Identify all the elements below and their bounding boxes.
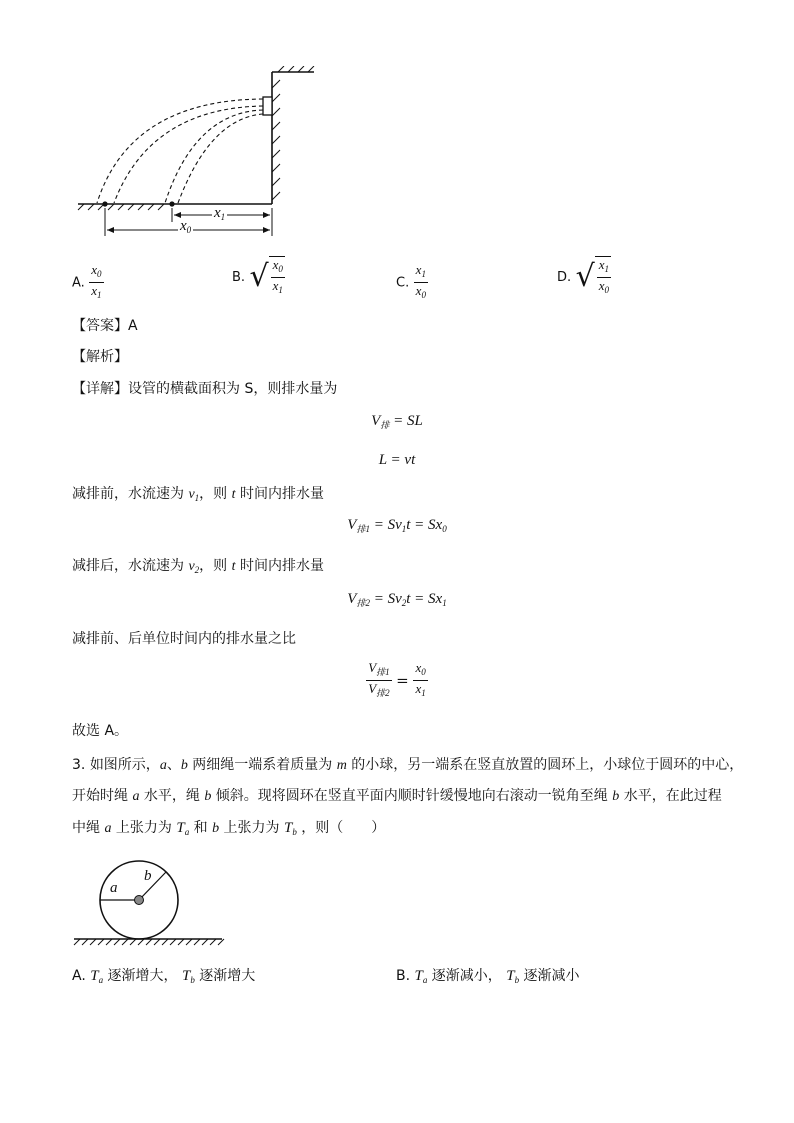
landing-point-x1 bbox=[169, 201, 174, 206]
landing-point-x0 bbox=[102, 201, 107, 206]
outflow-figure bbox=[70, 66, 330, 246]
equation-2: L = vt bbox=[378, 452, 416, 468]
detail-tag: 【详解】 bbox=[72, 381, 128, 397]
q3-option-a[interactable]: A. $T_a$ 逐渐增大， $T_b$ 逐渐增大 bbox=[72, 968, 256, 985]
q3-line-2: 开始时绳 a 水平，绳 b 倾斜。现将圆环在竖直平面内顺时针缓慢地向右滚动一锐角至绳 b 水平，在此过程 bbox=[72, 788, 722, 804]
ring-label-a: a bbox=[110, 880, 118, 896]
option-b[interactable]: B. √ $\frac{x_0}{x_1}$ bbox=[232, 256, 285, 298]
q3-number: 3. bbox=[72, 757, 86, 773]
ratio-line: 减排前、后单位时间内的排水量之比 bbox=[72, 631, 296, 647]
q3-line-3: 中绳 a 上张力为 $T_a$ 和 b 上张力为 $T_b$ ，则（ ） bbox=[72, 820, 386, 837]
ring-label-b: b bbox=[144, 868, 152, 884]
option-a[interactable]: A. $\frac{x_0}{x_1}$ bbox=[72, 262, 104, 303]
q3-line-1: 3. 如图所示，a、b 两细绳一端系着质量为 m 的小球，另一端系在竖直放置的圆环上，小球位于圆环的中心， bbox=[72, 757, 744, 773]
option-c-fraction: $\frac{x_1}{x_0}$ bbox=[415, 262, 426, 300]
equation-1: $V_排$ = SL bbox=[371, 413, 423, 430]
after-line: 减排后，水流速为 $v_2$，则 t 时间内排水量 bbox=[72, 558, 324, 575]
before-line: 减排前，水流速为 $v_1$，则 t 时间内排水量 bbox=[72, 486, 324, 503]
answer-line bbox=[72, 316, 138, 336]
q3-option-b[interactable]: B. $T_a$ 逐渐减小， $T_b$ 逐渐减小 bbox=[396, 968, 580, 985]
option-c[interactable]: C. $\frac{x_1}{x_0}$ bbox=[396, 262, 428, 303]
conclusion-line: 故选 A。 bbox=[72, 723, 129, 739]
detail-line: 【详解】设管的横截面积为 S，则排水量为 bbox=[72, 381, 338, 397]
answer-value: A bbox=[128, 318, 138, 334]
ball bbox=[135, 896, 144, 905]
option-d-sqrt: √ $\frac{x_1}{x_0}$ bbox=[576, 256, 611, 298]
figure-label-x1: $x_1$ bbox=[214, 205, 226, 222]
option-a-fraction: $\frac{x_0}{x_1}$ bbox=[91, 262, 102, 300]
equation-3: $V_{排1} = Sv_1t = Sx_0$ bbox=[347, 517, 447, 534]
answer-tag: 【答案】 bbox=[72, 318, 128, 334]
equation-5: $\frac{V_{排1}}{V_{排2}}$ = $\frac{x_0}{x_1}$ bbox=[368, 660, 426, 698]
option-b-sqrt: √ $\frac{x_0}{x_1}$ bbox=[250, 256, 285, 298]
analysis-tag: 【解析】 bbox=[72, 349, 128, 365]
figure-label-x0: $x_0$ bbox=[180, 218, 192, 235]
option-d[interactable]: D. √ $\frac{x_1}{x_0}$ bbox=[557, 256, 611, 298]
equation-4: $V_{排2} = Sv_2t = Sx_1$ bbox=[347, 591, 447, 608]
